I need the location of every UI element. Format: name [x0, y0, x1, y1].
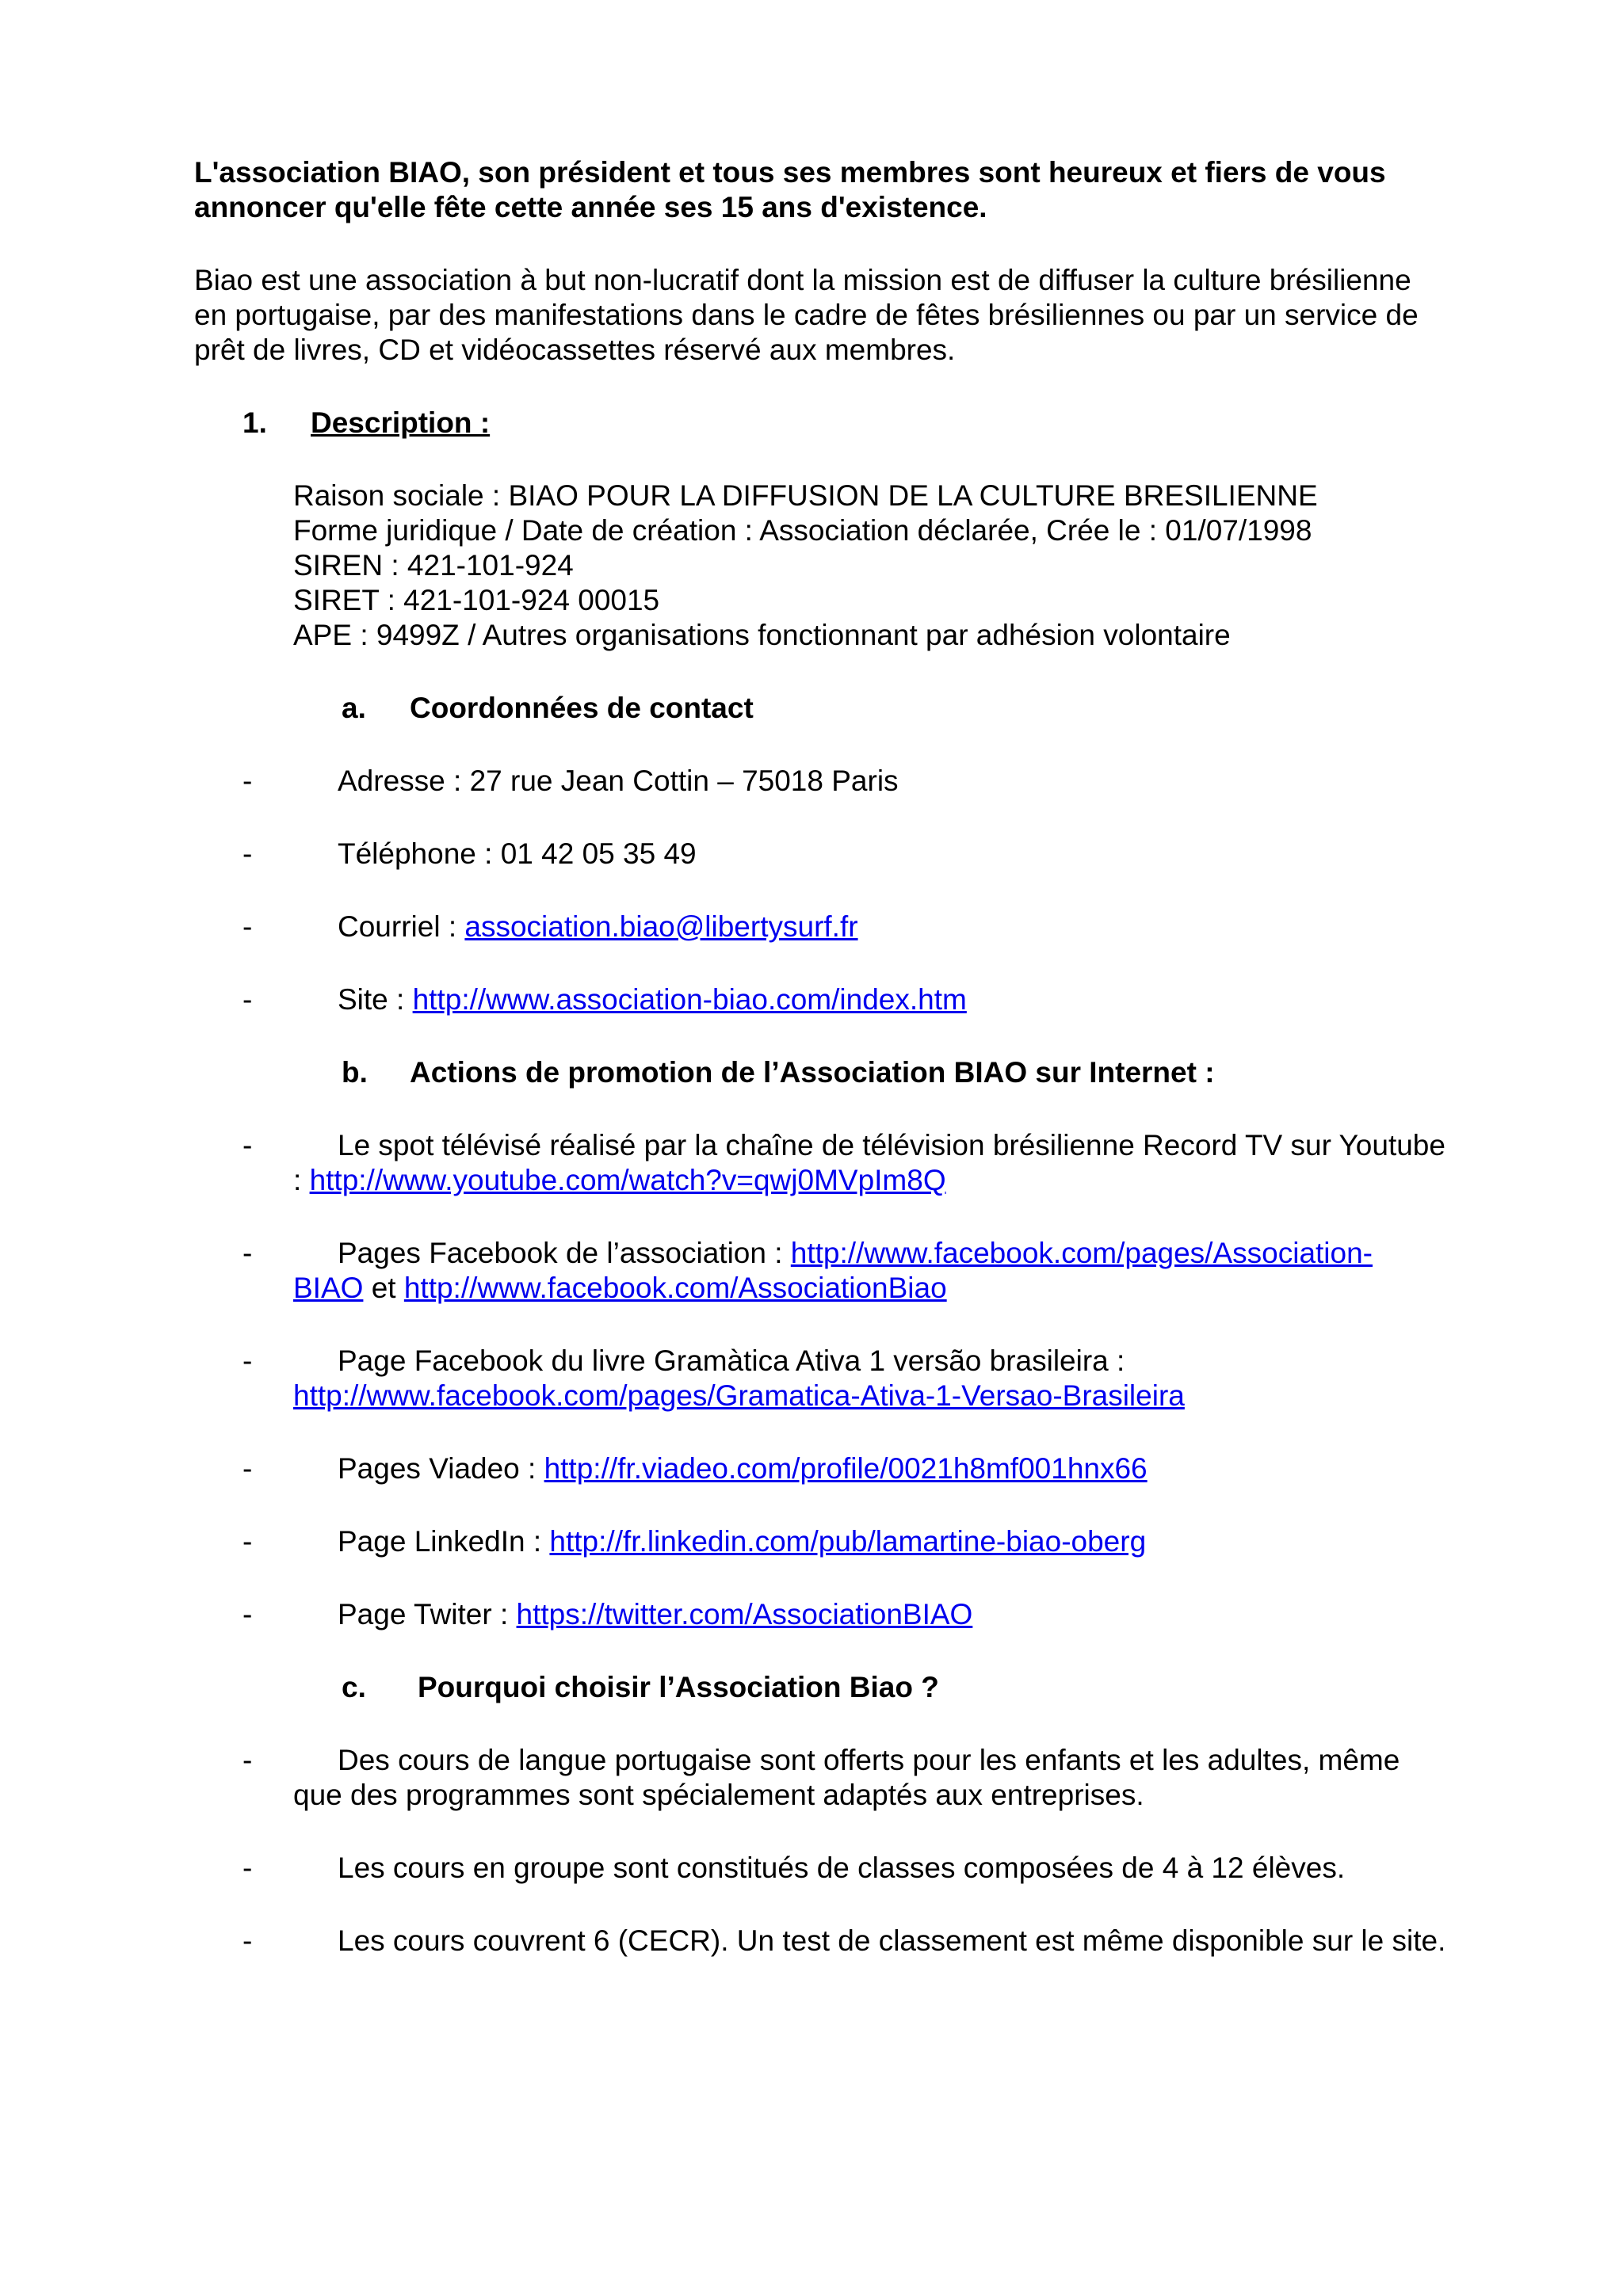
subsection-c-title: Pourquoi choisir l’Association Biao ? [418, 1671, 939, 1703]
bullet: - [242, 910, 253, 943]
detail-forme-juridique: Forme juridique / Date de création : Association déclarée, Crée le : 01/07/1998 [293, 514, 1312, 547]
bullet: - [242, 1852, 253, 1884]
subsection-a-title: Coordonnées de contact [410, 692, 754, 724]
facebook-link-1[interactable]: http://www.facebook.com/pages/Association-BIAO [293, 1237, 1373, 1304]
bullet: - [242, 765, 253, 797]
bullet: - [242, 1129, 253, 1161]
promo-linkedin [293, 1524, 1450, 1559]
section-title: Description : [311, 406, 491, 439]
bullet: - [242, 1598, 253, 1630]
subsection-a-letter: a. [342, 692, 366, 724]
site-link[interactable]: http://www.association-biao.com/index.htm [412, 983, 967, 1016]
email-label: Courriel : [338, 910, 465, 943]
bullet: - [242, 1924, 253, 1957]
reason-item: Les cours en groupe sont constitués de classes composées de 4 à 12 élèves. [338, 1852, 1346, 1884]
bullet: - [242, 983, 253, 1016]
detail-ape: APE : 9499Z / Autres organisations fonctionnant par adhésion volontaire [293, 619, 1231, 651]
bullet: - [242, 1525, 253, 1558]
twitter-text: Page Twiter : [338, 1598, 517, 1630]
promo-book-facebook [293, 1344, 1450, 1413]
book-text: Page Facebook du livre Gramàtica Ativa 1 versão brasileira : [338, 1344, 1125, 1377]
linkedin-link[interactable]: http://fr.linkedin.com/pub/lamartine-biao-oberg [549, 1525, 1147, 1558]
intro-paragraph: Biao est une association à but non-lucratif dont la mission est de diffuser la culture brésilienne en portugaise, par des manifestations dans le cadre de fêtes brésiliennes ou par un service de prêt de livres, CD et vidéocassettes réservé aux membres. [194, 264, 1419, 366]
facebook-text: Pages Facebook de l’association : [338, 1237, 791, 1269]
reason-item: Les cours couvrent 6 (CECR). Un test de classement est même disponible sur le site. [338, 1924, 1446, 1957]
viadeo-link[interactable]: http://fr.viadeo.com/profile/0021h8mf001hnx66 [544, 1452, 1148, 1485]
email-link[interactable]: association.biao@libertysurf.fr [464, 910, 858, 943]
contact-phone: Téléphone : 01 42 05 35 49 [338, 837, 697, 870]
linkedin-text: Page LinkedIn : [338, 1525, 550, 1558]
contact-site [293, 982, 1450, 1017]
promo-viadeo [293, 1451, 1450, 1486]
contact-address: Adresse : 27 rue Jean Cottin – 75018 Paris [338, 765, 899, 797]
detail-siret: SIRET : 421-101-924 00015 [293, 584, 660, 616]
section-number: 1. [242, 406, 267, 439]
promo-twitter [293, 1597, 1450, 1632]
bullet: - [242, 1344, 253, 1377]
facebook-and: et [363, 1272, 404, 1304]
detail-raison-sociale: Raison sociale : BIAO POUR LA DIFFUSION DE LA CULTURE BRESILIENNE [293, 479, 1318, 512]
bullet: - [242, 1237, 253, 1269]
site-label: Site : [338, 983, 413, 1016]
viadeo-text: Pages Viadeo : [338, 1452, 544, 1485]
facebook-link-2[interactable]: http://www.facebook.com/AssociationBiao [403, 1272, 947, 1304]
contact-email [293, 910, 1450, 944]
intro-heading: L'association BIAO, son président et tous ses membres sont heureux et fiers de vous annoncer qu'elle fête cette année ses 15 ans d'existence. [194, 156, 1386, 223]
reason-item: Des cours de langue portugaise sont offerts pour les enfants et les adultes, même que des programmes sont spécialement adaptés aux entreprises. [293, 1744, 1400, 1811]
twitter-link[interactable]: https://twitter.com/AssociationBIAO [516, 1598, 973, 1630]
youtube-link[interactable]: http://www.youtube.com/watch?v=qwj0MVpIm8Q [309, 1164, 946, 1196]
promo-youtube [293, 1128, 1450, 1198]
bullet: - [242, 1452, 253, 1485]
subsection-c-letter: c. [342, 1671, 366, 1703]
bullet: - [242, 1744, 253, 1776]
youtube-text: Le spot télévisé réalisé par la chaîne de télévision brésilienne Record TV sur Youtube : [293, 1129, 1445, 1196]
book-link[interactable]: http://www.facebook.com/pages/Gramatica-Ativa-1-Versao-Brasileira [293, 1379, 1185, 1412]
promo-facebook [293, 1236, 1403, 1306]
subsection-b-title: Actions de promotion de l’Association BIAO sur Internet : [410, 1056, 1215, 1089]
subsection-b-letter: b. [342, 1056, 368, 1089]
detail-siren: SIREN : 421-101-924 [293, 549, 574, 582]
bullet: - [242, 837, 253, 870]
